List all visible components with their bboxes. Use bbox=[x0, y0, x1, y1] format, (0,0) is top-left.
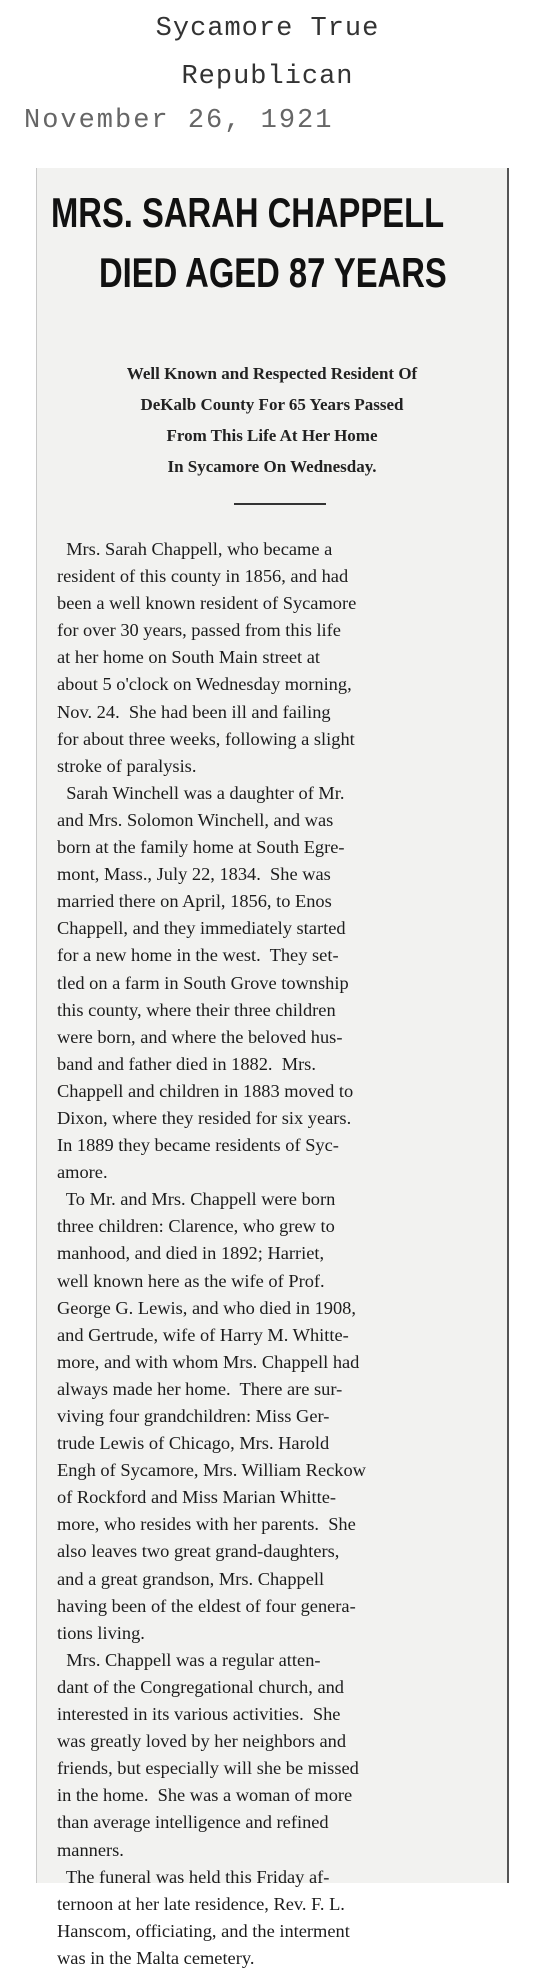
headline-line2: DIED AGED 87 YEARS bbox=[99, 249, 447, 296]
body-line: resident of this county in 1856, and had bbox=[57, 566, 349, 587]
body-line: dant of the Congregational church, and bbox=[57, 1676, 345, 1697]
body-line: in the home. She was a woman of more bbox=[57, 1785, 353, 1806]
body-line: and Mrs. Solomon Winchell, and was bbox=[57, 809, 334, 830]
body-line: more, and with whom Mrs. Chappell had bbox=[57, 1351, 360, 1372]
headline-line1: MRS. SARAH CHAPPELL bbox=[51, 189, 445, 236]
body-line: and a great grandson, Mrs. Chappell bbox=[57, 1568, 325, 1589]
body-line: Mrs. Chappell was a regular atten- bbox=[57, 1649, 321, 1670]
body-line: interested in its various activities. She bbox=[57, 1704, 341, 1725]
body-line: George G. Lewis, and who died in 1908, bbox=[57, 1297, 356, 1318]
body-line: tled on a farm in South Grove township bbox=[57, 972, 349, 993]
body-line: having been of the eldest of four genera- bbox=[57, 1595, 356, 1616]
body-line: The funeral was held this Friday af- bbox=[57, 1866, 330, 1887]
body-line: also leaves two great grand-daughters, bbox=[57, 1541, 340, 1562]
body-line: stroke of paralysis. bbox=[57, 755, 197, 776]
body-line: three children: Clarence, who grew to bbox=[57, 1216, 335, 1237]
body-line: been a well known resident of Sycamore bbox=[57, 593, 357, 614]
body-line: To Mr. and Mrs. Chappell were born bbox=[57, 1189, 336, 1210]
body-line: trude Lewis of Chicago, Mrs. Harold bbox=[57, 1433, 330, 1454]
body-line: mont, Mass., July 22, 1834. She was bbox=[57, 864, 331, 885]
body-line: manhood, and died in 1892; Harriet, bbox=[57, 1243, 325, 1264]
subheadline-line: From This Life At Her Home bbox=[166, 426, 378, 445]
body-line: born at the family home at South Egre- bbox=[57, 837, 345, 858]
subheadline bbox=[47, 358, 497, 482]
newspaper-clipping bbox=[36, 168, 509, 1968]
body-line: at her home on South Main street at bbox=[57, 647, 321, 668]
body-line: Hanscom, officiating, and the interment bbox=[57, 1920, 350, 1941]
body-line: friends, but especially will she be missed bbox=[57, 1758, 359, 1779]
body-line: well known here as the wife of Prof. bbox=[57, 1270, 325, 1291]
body-line: than average intelligence and refined bbox=[57, 1812, 329, 1833]
body-line: was in the Malta cemetery. bbox=[57, 1947, 255, 1968]
newspaper-name-line1: Sycamore True bbox=[155, 14, 380, 44]
body-line: viving four grandchildren: Miss Ger- bbox=[57, 1406, 330, 1426]
body-line: for about three weeks, following a slight bbox=[57, 728, 355, 749]
article-body bbox=[57, 536, 489, 1972]
body-line: Mrs. Sarah Chappell, who became a bbox=[57, 539, 333, 559]
publication-date: November 26, 1921 bbox=[24, 106, 334, 136]
body-line: and Gertrude, wife of Harry M. Whitte- bbox=[57, 1324, 349, 1345]
body-line: amore. bbox=[57, 1162, 108, 1183]
body-line: ternoon at her late residence, Rev. F. L. bbox=[57, 1893, 345, 1914]
body-line: Chappell, and they immediately started bbox=[57, 918, 346, 939]
body-line: for a new home in the west. They set- bbox=[57, 945, 339, 966]
body-line: In 1889 they became residents of Syc- bbox=[57, 1135, 339, 1156]
body-line: married there on April, 1856, to Enos bbox=[57, 891, 332, 912]
body-line: of Rockford and Miss Marian Whitte- bbox=[57, 1487, 337, 1508]
body-line: Nov. 24. She had been ill and failing bbox=[57, 701, 331, 722]
body-line: more, who resides with her parents. She bbox=[57, 1514, 356, 1535]
separator-rule bbox=[234, 503, 326, 505]
body-line: for over 30 years, passed from this life bbox=[57, 620, 341, 641]
body-line: about 5 o'clock on Wednesday morning, bbox=[57, 674, 352, 695]
body-line: Engh of Sycamore, Mrs. William Reckow bbox=[57, 1460, 366, 1481]
body-line: Chappell and children in 1883 moved to bbox=[57, 1080, 354, 1101]
newspaper-name-line2: Republican bbox=[181, 62, 354, 92]
body-line: Sarah Winchell was a daughter of Mr. bbox=[57, 782, 345, 803]
body-line: tions living. bbox=[57, 1622, 145, 1643]
subheadline-line: Well Known and Respected Resident Of bbox=[126, 364, 418, 383]
body-line: always made her home. There are sur- bbox=[57, 1378, 343, 1399]
body-line: band and father died in 1882. Mrs. bbox=[57, 1053, 316, 1074]
body-line: was greatly loved by her neighbors and bbox=[57, 1731, 347, 1752]
body-line: were born, and where the beloved hus- bbox=[57, 1026, 343, 1047]
subheadline-line: DeKalb County For 65 Years Passed bbox=[140, 395, 404, 414]
subheadline-line: In Sycamore On Wednesday. bbox=[167, 457, 377, 476]
body-line: this county, where their three children bbox=[57, 999, 336, 1020]
body-line: manners. bbox=[57, 1839, 124, 1860]
body-line: Dixon, where they resided for six years. bbox=[57, 1107, 352, 1128]
